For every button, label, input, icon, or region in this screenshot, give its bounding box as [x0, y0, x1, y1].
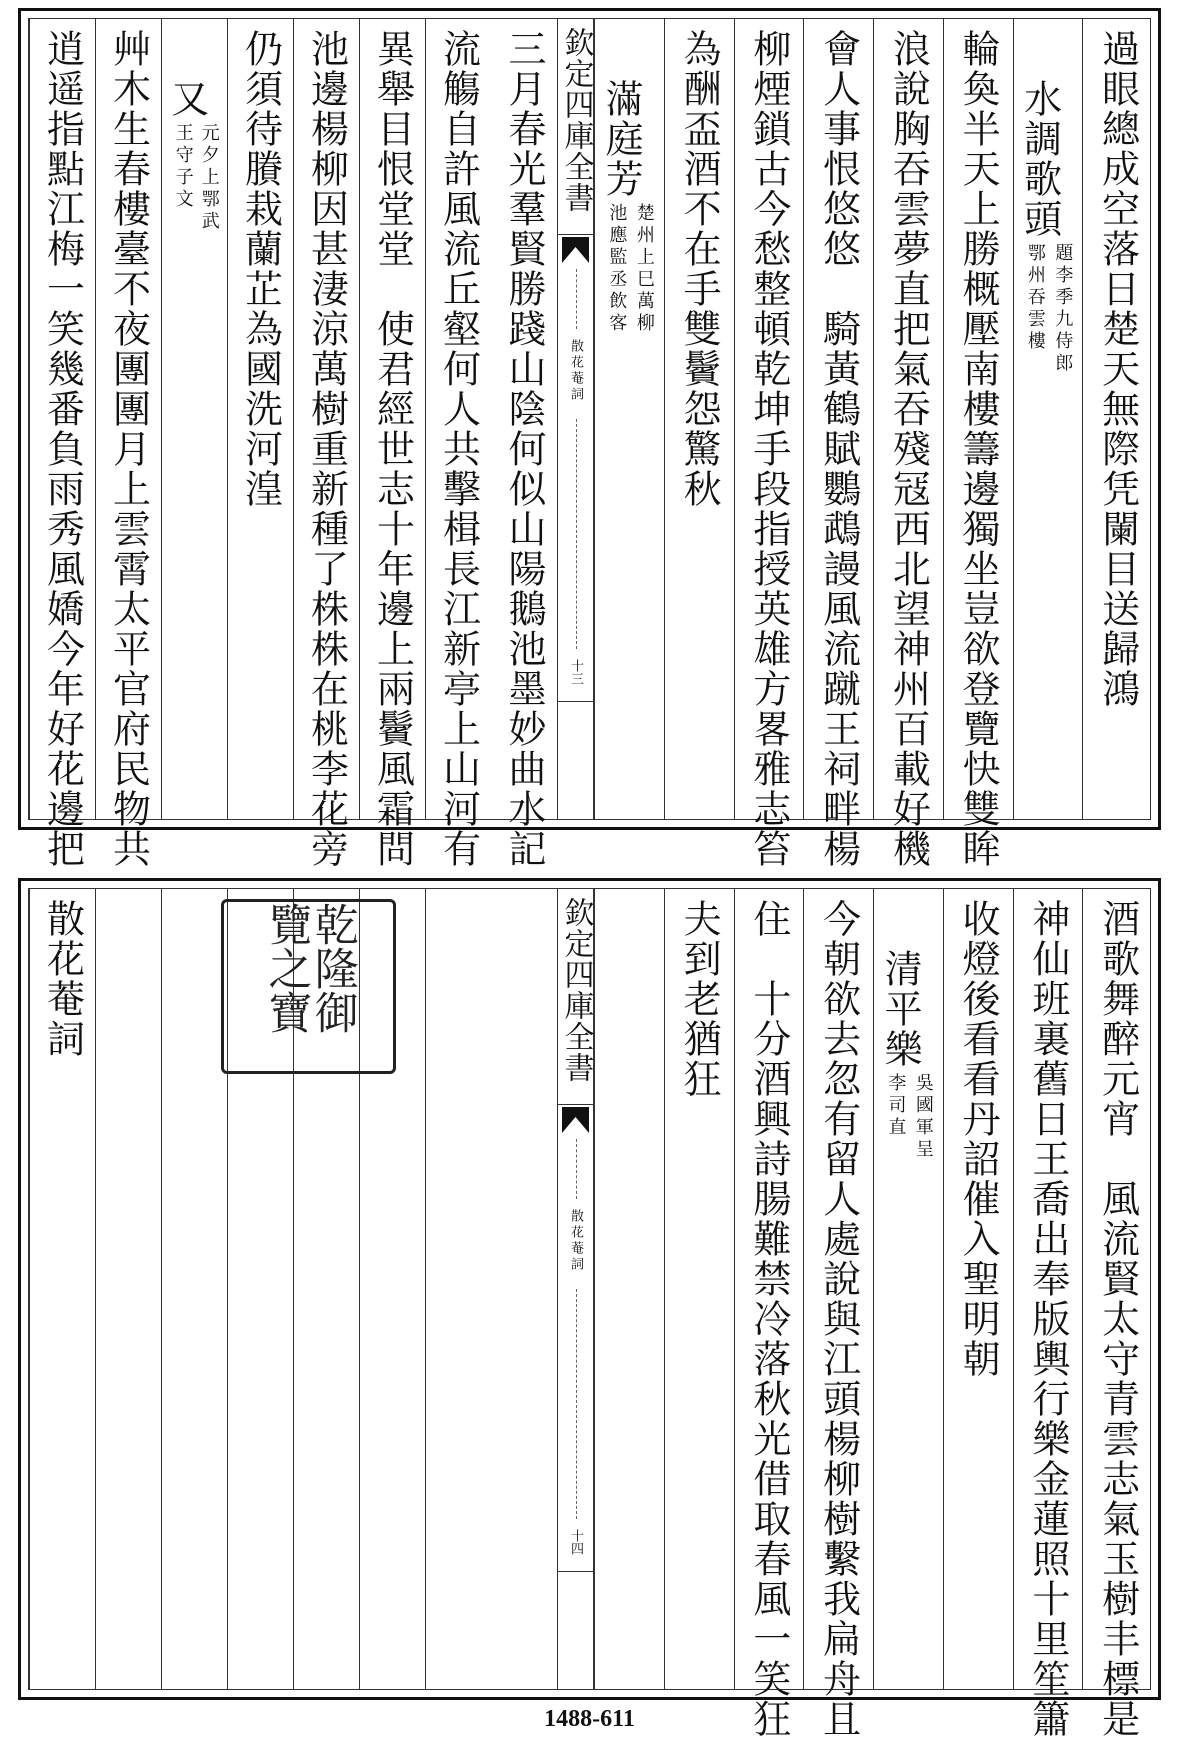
bottom-column-text: 散花菴詞 [40, 899, 85, 1059]
top-text-column [161, 19, 227, 819]
top-text-column [293, 19, 359, 869]
top-text-column [734, 19, 804, 869]
top-text-column [664, 19, 734, 819]
bottom-band-divider [558, 1104, 593, 1105]
top-column-text: 會人事恨悠悠 騎黃鶴賦鸚鵡謾風流蹴王祠畔楊 [816, 29, 861, 869]
bottom-column-text: 酒歌舞醉元宵 風流賢太守青雲志氣玉樹丰標是 [1095, 899, 1140, 1739]
bottom-text-column [161, 889, 227, 1689]
top-column-text: 仍須待賸栽蘭芷為國洗河湟 [238, 29, 283, 509]
bottom-poem-note: 李司直 [885, 1073, 907, 1139]
top-poem-note: 王守子文 [172, 123, 194, 211]
bottom-empty-column [594, 889, 664, 1689]
top-fishtail-icon [562, 237, 589, 263]
top-column-text: 為酬盃酒不在手雙鬢怨驚秋 [677, 29, 722, 509]
top-page-number: 十三 [568, 659, 583, 685]
bottom-fishtail-icon [562, 1107, 589, 1133]
bottom-text-column [491, 889, 557, 1689]
top-band-rule [576, 419, 577, 649]
bottom-band-rule [576, 1139, 577, 1199]
top-band-rule [576, 269, 577, 329]
top-column-text: 流觴自許風流丘壑何人共擊楫長江新亭上山河有 [436, 29, 481, 869]
bottom-text-column [664, 889, 734, 1689]
top-text-column [803, 19, 873, 869]
bottom-column-text: 今朝欲去忽有留人處說與江頭楊柳樹繫我扁舟且 [816, 899, 861, 1739]
bottom-band-section-title: 散花菴詞 [568, 1209, 583, 1273]
top-text-column [227, 19, 293, 819]
bottom-text-column [943, 889, 1013, 1689]
bottom-text-column [803, 889, 873, 1739]
top-text-column [1082, 19, 1152, 819]
bottom-poem-title: 清平樂 [878, 949, 923, 1069]
top-text-column [29, 19, 95, 869]
top-center-band [557, 19, 594, 819]
top-column-text: 逍遥指點江梅一笑幾番負雨秀風嬌今年好花邊把 [40, 29, 85, 869]
top-text-column [943, 19, 1013, 869]
bottom-column-text: 神仙班裏舊日王喬出奉版輿行樂金蓮照十里笙簫 [1025, 899, 1070, 1739]
footer-catalog-number: 1488-611 [544, 1706, 635, 1732]
top-band-divider [558, 701, 593, 702]
top-poem-note: 題李季九侍郎 [1052, 243, 1074, 375]
bottom-text-column [734, 889, 804, 1739]
bottom-text-column [873, 889, 943, 1689]
top-poem-title: 水調歌頭 [1017, 79, 1062, 239]
bottom-text-column [1013, 889, 1083, 1739]
bottom-column-text: 收燈後看看丹詔催入聖明朝 [956, 899, 1001, 1379]
bottom-band-divider [558, 1571, 593, 1572]
top-column-text: 艸木生春樓臺不夜團團月上雲霄太平官府民物共 [106, 29, 151, 869]
top-page [18, 8, 1161, 869]
bottom-text-column [29, 889, 95, 1689]
bottom-text-column [95, 889, 161, 1689]
top-text-column [873, 19, 943, 869]
top-column-text: 輪奐半天上勝概壓南樓籌邊獨坐豈欲登覽快雙眸 [956, 29, 1001, 869]
top-column-text: 柳煙鎖古今愁整頓乾坤手段指授英雄方畧雅志笞 [746, 29, 791, 869]
top-column-text: 三月春光羣賢勝踐山陰何似山陽鵝池墨妙曲水記 [502, 29, 546, 869]
top-poem-note: 鄂州吞雲樓 [1024, 243, 1046, 353]
top-text-column [491, 19, 557, 869]
top-band-book-title: 欽定四庫全書 [558, 27, 594, 213]
bottom-column-text: 夫到老猶狂 [677, 899, 722, 1099]
top-poem-note: 元夕上鄂武 [198, 123, 220, 233]
top-column-text: 池邊楊柳因甚淒涼萬樹重新種了株株在桃李花旁 [304, 29, 349, 869]
top-poem-title: 滿庭芳 [599, 79, 644, 199]
top-band-divider [558, 234, 593, 235]
imperial-seal-stamp [221, 899, 396, 1074]
top-text-column [95, 19, 161, 869]
top-poem-note: 楚州上巳萬柳 [633, 203, 655, 335]
top-text-column [1013, 19, 1083, 819]
top-page-frame [28, 18, 1151, 869]
top-text-column [359, 19, 425, 869]
bottom-band-book-title: 欽定四庫全書 [558, 897, 594, 1083]
top-column-text: 浪說胸吞雲夢直把氣吞殘冦西北望神州百載好機 [886, 29, 931, 869]
bottom-poem-note: 吳國軍呈 [912, 1073, 934, 1161]
bottom-text-column [425, 889, 491, 1689]
top-text-column [425, 19, 491, 869]
top-band-section-title: 散花菴詞 [568, 339, 583, 403]
bottom-page-number: 十四 [568, 1529, 583, 1555]
top-column-text: 過眼總成空落日楚天無際凭闌目送歸鴻 [1095, 29, 1140, 709]
top-text-column [594, 19, 664, 819]
seal-inscription: 乾隆御覽之寶 [260, 902, 358, 1034]
bottom-band-rule [576, 1289, 577, 1519]
top-poem-note: 池應監丞飲客 [606, 203, 628, 335]
bottom-center-band [557, 889, 594, 1689]
top-poem-title: 又 [164, 79, 209, 119]
top-column-text: 異舉目恨堂堂 使君經世志十年邊上兩鬢風霜問 [370, 29, 415, 869]
bottom-column-text: 住 十分酒興詩腸難禁冷落秋光借取春風一笑狂 [746, 899, 791, 1739]
bottom-text-column [1082, 889, 1152, 1739]
